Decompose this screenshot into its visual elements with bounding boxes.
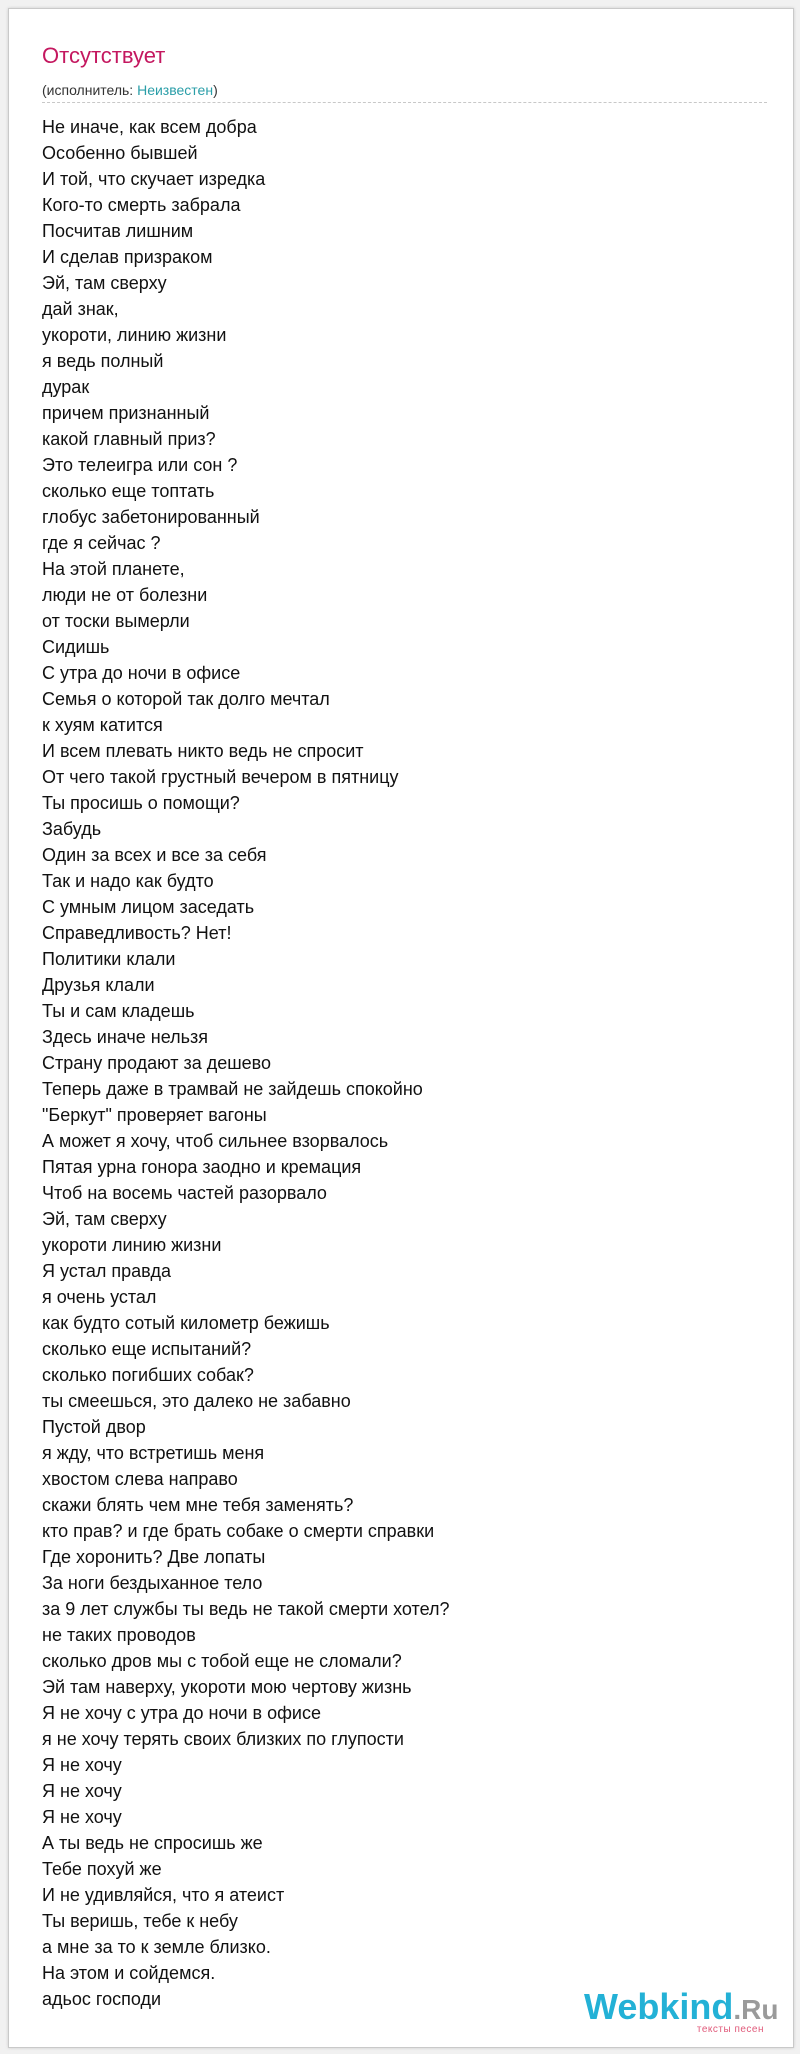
lyric-line: Эй, там сверху bbox=[42, 1209, 167, 1229]
lyric-line: Так и надо как будто bbox=[42, 871, 214, 891]
lyric-line: Я не хочу bbox=[42, 1807, 122, 1827]
lyric-line: Это телеигра или сон ? bbox=[42, 455, 238, 475]
lyric-line: Не иначе, как всем добра bbox=[42, 117, 257, 137]
lyric-line: скажи блять чем мне тебя заменять? bbox=[42, 1495, 354, 1515]
lyric-line: Справедливость? Нет! bbox=[42, 923, 232, 943]
song-title: Отсутствует bbox=[42, 43, 166, 68]
logo-tld: .Ru bbox=[733, 1994, 779, 2025]
lyric-line: Политики клали bbox=[42, 949, 176, 969]
lyric-line: адьос господи bbox=[42, 1989, 162, 2009]
lyric-line: Забудь bbox=[42, 819, 102, 839]
artist-link[interactable]: Неизвестен bbox=[137, 82, 214, 98]
lyric-line: причем признанный bbox=[42, 403, 210, 423]
lyric-line: ты смеешься, это далеко не забавно bbox=[42, 1391, 351, 1411]
lyric-line: укороти, линию жизни bbox=[42, 325, 227, 345]
lyric-line: За ноги бездыханное тело bbox=[42, 1573, 263, 1593]
lyric-line: где я сейчас ? bbox=[42, 533, 161, 553]
lyric-line: И той, что скучает изредка bbox=[42, 169, 266, 189]
lyric-line: дай знак, bbox=[42, 299, 119, 319]
artist-prefix: (исполнитель: bbox=[42, 82, 138, 98]
lyric-line: Чтоб на восемь частей разорвало bbox=[42, 1183, 327, 1203]
logo-tagline: тексты песен bbox=[696, 2024, 764, 2035]
lyric-line: укороти линию жизни bbox=[42, 1235, 222, 1255]
lyric-line: Ты просишь о помощи? bbox=[42, 793, 240, 813]
lyric-line: кто прав? и где брать собаке о смерти справки bbox=[42, 1521, 435, 1541]
lyric-line: Теперь даже в трамвай не зайдешь спокойно bbox=[42, 1079, 423, 1099]
lyric-line: Ты веришь, тебе к небу bbox=[42, 1911, 238, 1931]
artist-line bbox=[42, 81, 218, 99]
lyric-line: Где хоронить? Две лопаты bbox=[42, 1547, 266, 1567]
lyric-line: я ведь полный bbox=[42, 351, 164, 371]
lyric-line: Эй, там сверху bbox=[42, 273, 167, 293]
lyric-line: я очень устал bbox=[42, 1287, 157, 1307]
lyric-line: не таких проводов bbox=[42, 1625, 196, 1645]
lyric-line: Кого-то смерть забрала bbox=[42, 195, 241, 215]
lyric-line: А ты ведь не спросишь же bbox=[42, 1833, 263, 1853]
lyric-line: я жду, что встретишь меня bbox=[42, 1443, 265, 1463]
lyric-line: Семья о которой так долго мечтал bbox=[42, 689, 330, 709]
lyric-line: сколько дров мы с тобой еще не сломали? bbox=[42, 1651, 402, 1671]
lyric-line: к хуям катится bbox=[42, 715, 163, 735]
divider bbox=[42, 102, 767, 103]
lyric-line: На этой планете, bbox=[42, 559, 185, 579]
logo-name: Webkind bbox=[584, 1986, 734, 2027]
lyric-line: а мне за то к земле близко. bbox=[42, 1937, 271, 1957]
lyric-line: Я не хочу с утра до ночи в офисе bbox=[42, 1703, 321, 1723]
lyric-line: С утра до ночи в офисе bbox=[42, 663, 241, 683]
lyrics-page bbox=[8, 8, 794, 2048]
lyric-line: Друзья клали bbox=[42, 975, 155, 995]
lyric-line: люди не от болезни bbox=[42, 585, 208, 605]
lyric-line: от тоски вымерли bbox=[42, 611, 190, 631]
lyric-line: сколько еще топтать bbox=[42, 481, 215, 501]
lyric-line: От чего такой грустный вечером в пятницу bbox=[42, 767, 399, 787]
lyric-line: А может я хочу, чтоб сильнее взорвалось bbox=[42, 1131, 389, 1151]
lyric-line: "Беркут" проверяет вагоны bbox=[42, 1105, 267, 1125]
lyric-line: Ты и сам кладешь bbox=[42, 1001, 195, 1021]
lyric-line: сколько еще испытаний? bbox=[42, 1339, 252, 1359]
lyric-line: Я не хочу bbox=[42, 1781, 122, 1801]
lyric-line: И сделав призраком bbox=[42, 247, 213, 267]
lyric-line: за 9 лет службы ты ведь не такой смерти хотел? bbox=[42, 1599, 450, 1619]
lyric-line: Пятая урна гонора заодно и кремация bbox=[42, 1157, 362, 1177]
lyric-line: На этом и сойдемся. bbox=[42, 1963, 216, 1983]
lyric-line: И всем плевать никто ведь не спросит bbox=[42, 741, 364, 761]
lyric-line: хвостом слева направо bbox=[42, 1469, 238, 1489]
artist-suffix: ) bbox=[213, 82, 218, 98]
lyrics-list bbox=[42, 114, 450, 2012]
lyric-line: глобус забетонированный bbox=[42, 507, 260, 527]
lyric-line: как будто сотый километр бежишь bbox=[42, 1313, 330, 1333]
lyric-line: Эй там наверху, укороти мою чертову жизнь bbox=[42, 1677, 412, 1697]
lyric-line: дурак bbox=[42, 377, 90, 397]
site-logo[interactable] bbox=[584, 1987, 784, 2037]
lyric-line: И не удивляйся, что я атеист bbox=[42, 1885, 285, 1905]
lyric-line: я не хочу терять своих близких по глупости bbox=[42, 1729, 404, 1749]
lyric-line: какой главный приз? bbox=[42, 429, 216, 449]
lyric-line: Сидишь bbox=[42, 637, 110, 657]
lyric-line: Страну продают за дешево bbox=[42, 1053, 272, 1073]
lyric-line: сколько погибших собак? bbox=[42, 1365, 254, 1385]
lyric-line: С умным лицом заседать bbox=[42, 897, 255, 917]
lyric-line: Один за всех и все за себя bbox=[42, 845, 267, 865]
lyric-line: Я устал правда bbox=[42, 1261, 171, 1281]
lyric-line: Особенно бывшей bbox=[42, 143, 198, 163]
lyric-line: Я не хочу bbox=[42, 1755, 122, 1775]
lyric-line: Посчитав лишним bbox=[42, 221, 194, 241]
lyric-line: Тебе похуй же bbox=[42, 1859, 162, 1879]
lyric-line: Пустой двор bbox=[42, 1417, 146, 1437]
lyric-line: Здесь иначе нельзя bbox=[42, 1027, 208, 1047]
